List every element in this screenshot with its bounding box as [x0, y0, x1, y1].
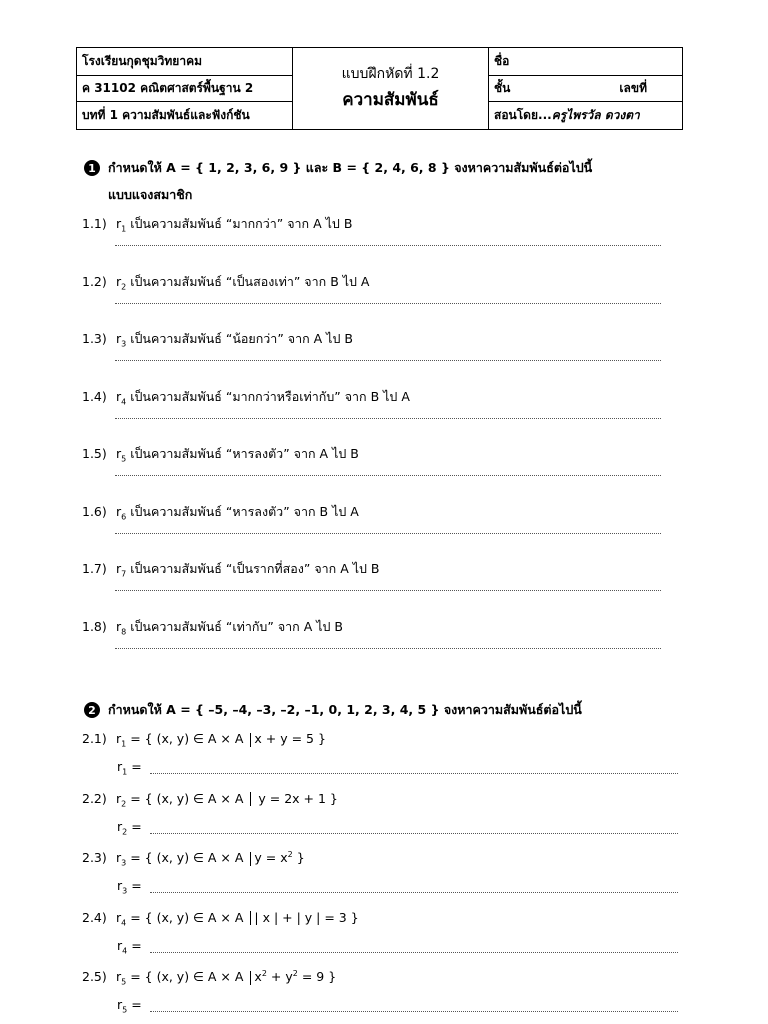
- question-number: 1.7): [82, 561, 107, 576]
- teacher-prefix: สอนโดย...: [494, 108, 552, 123]
- section1-subheading: แบบแจงสมาชิก: [108, 187, 193, 202]
- question-text: เป็นความสัมพันธ์ “เป็นสองเท่า” จาก B ไป A: [126, 273, 370, 289]
- answer-line[interactable]: [150, 831, 678, 834]
- set-prefix: = { (x, y) ∈ A × A: [126, 790, 248, 806]
- question-item: [82, 969, 336, 987]
- section2-heading-text: กำหนดให้ A = { –5, –4, –3, –2, –1, 0, 1, 2, 3, 4, 5 } จงหาความสัมพันธ์ต่อไปนี้: [108, 702, 582, 717]
- question-item: [82, 329, 353, 349]
- relation-symbol: r: [117, 997, 123, 1012]
- relation-subscript: 3: [121, 339, 127, 349]
- question-number: 1.6): [82, 503, 107, 519]
- condition-text: y = 2x + 1 }: [254, 790, 338, 806]
- answer-line[interactable]: [115, 358, 661, 361]
- topic-title: ความสัมพันธ์: [342, 89, 439, 110]
- exercise-title: แบบฝึกหัดที่ 1.2: [341, 66, 440, 83]
- course-name: ค 31102 คณิตศาสตร์พื้นฐาน 2: [77, 75, 293, 102]
- question-item: [82, 444, 359, 464]
- relation-subscript: 3: [121, 858, 127, 868]
- condition-text: x: [254, 969, 262, 985]
- question-number: 1.2): [82, 273, 107, 289]
- question-number: 1.1): [82, 216, 107, 231]
- question-number: 1.3): [82, 331, 107, 346]
- question-number: 1.8): [82, 618, 107, 634]
- question-text: เป็นความสัมพันธ์ “หารลงตัว” จาก B ไป A: [126, 503, 359, 519]
- teacher-cell: [489, 102, 683, 130]
- condition-superscript: 2: [261, 969, 267, 978]
- answer-line[interactable]: [150, 1009, 678, 1012]
- answer-label: [117, 819, 142, 837]
- relation-subscript: 1: [121, 224, 127, 234]
- such-that-bar: [250, 971, 251, 985]
- question-text: เป็นความสัมพันธ์ “เท่ากับ” จาก A ไป B: [126, 618, 343, 634]
- answer-line[interactable]: [115, 416, 661, 419]
- equals-sign: =: [127, 818, 142, 834]
- set-prefix: = { (x, y) ∈ A × A: [126, 909, 248, 925]
- question-number: 1.4): [82, 388, 107, 404]
- equals-sign: =: [127, 997, 142, 1012]
- relation-symbol: r: [116, 731, 122, 746]
- question-number: 1.5): [82, 446, 107, 461]
- relation-subscript: 1: [121, 739, 127, 749]
- such-that-bar: [250, 852, 251, 866]
- question-number: 2.1): [82, 731, 107, 746]
- question-number: 2.4): [82, 909, 107, 925]
- relation-symbol: r: [116, 790, 122, 806]
- answer-line[interactable]: [115, 531, 661, 534]
- relation-subscript: 7: [121, 569, 127, 579]
- question-item: [82, 502, 359, 522]
- relation-symbol: r: [116, 331, 122, 346]
- relation-subscript: 6: [121, 512, 127, 521]
- equals-sign: =: [127, 759, 142, 774]
- such-that-bar: [250, 911, 251, 925]
- relation-subscript: 1: [122, 767, 128, 777]
- condition-tail: }: [292, 850, 305, 866]
- such-that-bar: [250, 733, 251, 747]
- condition-text: y = x: [254, 850, 288, 866]
- relation-symbol: r: [116, 216, 122, 231]
- question-item: [82, 387, 410, 407]
- relation-subscript: 3: [122, 886, 128, 896]
- relation-symbol: r: [117, 818, 123, 834]
- name-label: ชื่อ: [494, 53, 510, 68]
- relation-symbol: r: [117, 878, 123, 893]
- relation-subscript: 4: [121, 397, 127, 406]
- answer-line[interactable]: [150, 771, 678, 774]
- question-number: 2.2): [82, 790, 107, 806]
- school-name: โรงเรียนกุดชุมวิทยาคม: [77, 48, 293, 76]
- question-text: เป็นความสัมพันธ์ “เป็นรากที่สอง” จาก A ไป B: [126, 561, 380, 576]
- question-item: [82, 910, 359, 928]
- question-text: เป็นความสัมพันธ์ “หารลงตัว” จาก A ไป B: [126, 446, 359, 461]
- relation-subscript: 4: [122, 946, 128, 955]
- question-item: [82, 791, 338, 809]
- question-number: 2.3): [82, 850, 107, 866]
- answer-line[interactable]: [115, 243, 661, 246]
- header-table: [76, 47, 683, 130]
- question-item: [82, 850, 305, 868]
- set-prefix: = { (x, y) ∈ A × A: [126, 731, 248, 746]
- relation-subscript: 5: [121, 977, 127, 987]
- equals-sign: =: [127, 878, 142, 893]
- answer-line[interactable]: [115, 588, 661, 591]
- answer-line[interactable]: [115, 646, 661, 649]
- answer-line[interactable]: [115, 473, 661, 476]
- relation-symbol: r: [116, 850, 122, 866]
- condition-superscript: 2: [292, 969, 298, 978]
- relation-symbol: r: [116, 388, 122, 404]
- answer-line[interactable]: [150, 890, 678, 893]
- relation-symbol: r: [116, 969, 122, 985]
- condition-superscript: 2: [287, 850, 293, 859]
- relation-symbol: r: [117, 759, 123, 774]
- answer-label: [117, 878, 142, 896]
- section1-bullet: 1: [84, 160, 100, 176]
- answer-line[interactable]: [115, 301, 661, 304]
- answer-label: [117, 997, 142, 1015]
- class-number-field[interactable]: [489, 75, 683, 102]
- condition-text: x + y = 5 }: [254, 731, 326, 746]
- relation-subscript: 5: [121, 454, 127, 464]
- relation-subscript: 4: [121, 918, 127, 927]
- chapter-name: บทที่ 1 ความสัมพันธ์และฟังก์ชัน: [77, 102, 293, 130]
- such-that-bar: [250, 792, 251, 806]
- condition-text: | x | + | y | = 3 }: [254, 909, 359, 925]
- relation-subscript: 2: [121, 799, 127, 808]
- relation-subscript: 2: [122, 827, 128, 836]
- relation-symbol: r: [116, 273, 122, 289]
- set-prefix: = { (x, y) ∈ A × A: [126, 969, 248, 985]
- question-text: เป็นความสัมพันธ์ “น้อยกว่า” จาก A ไป B: [126, 331, 353, 346]
- question-item: [82, 559, 380, 579]
- question-item: [82, 617, 343, 637]
- question-item: [82, 214, 352, 234]
- section2-heading: [84, 700, 582, 720]
- question-item: [82, 731, 326, 749]
- relation-symbol: r: [116, 446, 122, 461]
- section2-bullet: 2: [84, 702, 100, 718]
- set-prefix: = { (x, y) ∈ A × A: [126, 850, 248, 866]
- question-number: 2.5): [82, 969, 107, 985]
- answer-line[interactable]: [150, 950, 678, 953]
- question-text: เป็นความสัมพันธ์ “มากกว่า” จาก A ไป B: [126, 216, 353, 231]
- answer-label: [117, 938, 142, 956]
- title-cell: [293, 48, 489, 130]
- class-label: ชั้น: [494, 80, 511, 95]
- answer-label: [117, 759, 142, 777]
- section1-heading-text: กำหนดให้ A = { 1, 2, 3, 6, 9 } และ B = { 2, 4, 6, 8 } จงหาความสัมพันธ์ต่อไปนี้: [108, 160, 593, 175]
- relation-symbol: r: [117, 937, 123, 953]
- relation-symbol: r: [116, 561, 122, 576]
- condition-tail: + y: [266, 969, 293, 985]
- relation-subscript: 5: [122, 1005, 128, 1015]
- section1-heading: [84, 158, 592, 178]
- relation-symbol: r: [116, 503, 122, 519]
- equals-sign: =: [127, 937, 142, 953]
- condition-tail: = 9 }: [297, 969, 337, 985]
- question-text: เป็นความสัมพันธ์ “มากกว่าหรือเท่ากับ” จาก B ไป A: [126, 388, 410, 404]
- teacher-name: ครูไพรวัล ดวงตา: [551, 108, 640, 123]
- name-field[interactable]: [489, 48, 683, 76]
- relation-subscript: 8: [121, 627, 127, 636]
- relation-symbol: r: [116, 618, 122, 634]
- question-item: [82, 272, 369, 292]
- relation-subscript: 2: [121, 282, 127, 291]
- relation-symbol: r: [116, 909, 122, 925]
- number-label: เลขที่: [619, 80, 647, 95]
